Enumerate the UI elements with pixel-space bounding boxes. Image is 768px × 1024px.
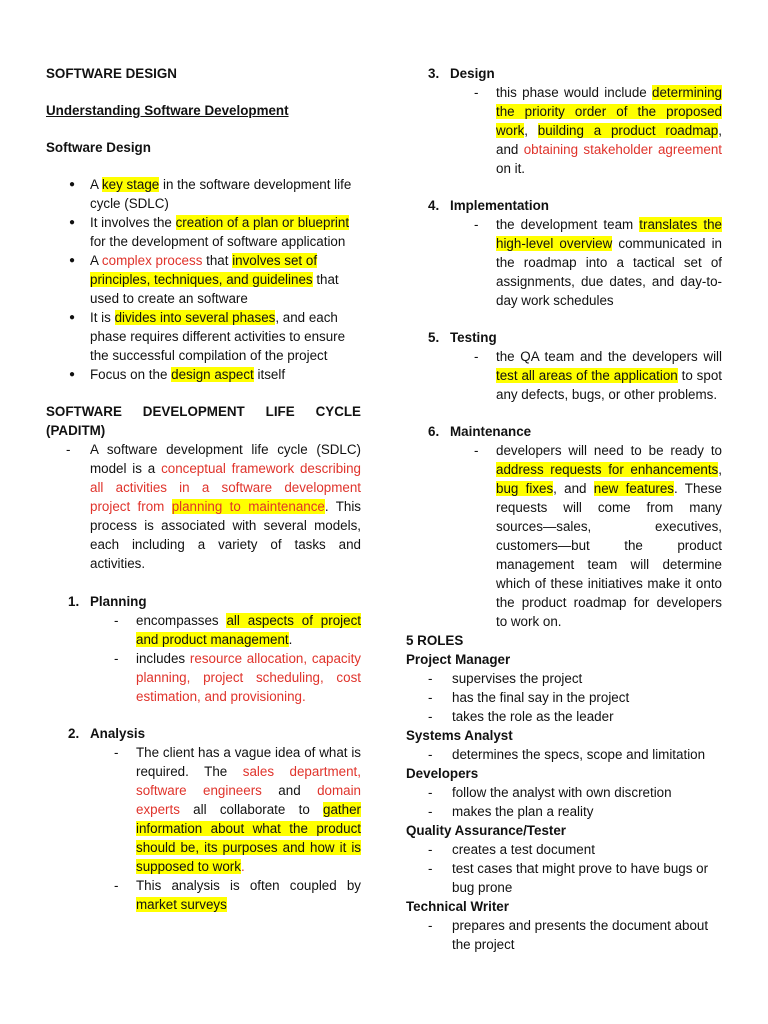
phase-items [406,347,722,404]
role-points [406,783,722,821]
phase-design [406,64,722,178]
role-points [406,840,722,897]
bullet-item [46,308,361,365]
text-run: . [240,859,245,874]
text-run: and [261,783,318,798]
text-run: developers will need to be ready to [496,443,722,458]
text-run: the QA team and the developers will [496,349,722,364]
role-point: - determines the specs, scope and limitation [406,745,722,764]
right-column [406,64,722,954]
text-run: domain experts [136,783,361,817]
phase-item [46,876,361,914]
software-design-bullets [46,175,361,384]
phase-title: Maintenance [450,424,532,439]
phase-heading [406,196,722,215]
text-run: It is [90,310,115,325]
text-run: This analysis is often coupled by [136,878,361,893]
role-points [406,669,722,726]
phase-planning [46,592,361,706]
phase-heading [46,724,361,743]
phases-left [46,592,361,914]
text-run: to spot any defects, bugs, or other problems. [496,368,722,402]
text-run: A [90,253,102,268]
text-run: all aspects of project and product management [136,613,361,647]
text-run: resource allocation, capacity planning, project scheduling, cost estimation, and provisioning. [136,651,361,704]
phase-number: 2. [68,726,80,741]
text-run: design aspect [171,367,254,382]
document-title: SOFTWARE DESIGN [46,66,177,81]
sdlc-heading-line1: SOFTWARE DEVELOPMENT LIFE CYCLE [46,404,361,419]
text-run: all collaborate to [179,802,324,817]
role-title: Developers [406,766,479,781]
text-run: A [90,177,102,192]
text-run: address requests for enhancements [496,462,719,477]
text-run: that [202,253,233,268]
phase-implementation [406,196,722,310]
phase-item [46,743,361,876]
text-run: for the development of software application [90,234,346,249]
phase-item [406,83,722,178]
phase-maintenance [406,422,722,631]
text-run: involves set of principles, techniques, and guidelines [90,253,318,287]
text-run: encompasses [136,613,227,628]
text-run: , and each phase requires different activities to ensure the successful compilation of the project [90,310,346,363]
phase-analysis [46,724,361,914]
text-run: , [718,462,722,477]
text-run: the development team [496,217,640,232]
text-run: divides into several phases [114,310,276,325]
phase-items [406,83,722,178]
phase-item [406,441,722,631]
phase-title: Testing [450,330,497,345]
phase-items [46,611,361,706]
role-point: - takes the role as the leader [406,707,722,726]
text-run: creation of a plan or blueprint [175,215,350,230]
phase-number: 5. [428,330,440,345]
phase-heading [406,422,722,441]
phase-number: 6. [428,424,440,439]
role-point: - supervises the project [406,669,722,688]
role-title: Systems Analyst [406,728,513,743]
text-run: that used to create an software [90,272,339,306]
text-run: this phase would include [496,85,653,100]
text-run: test all areas of the application [496,368,678,383]
text-run: A software development life cycle (SDLC) model is a [90,442,361,476]
phase-title: Design [450,66,495,81]
bullet-item [46,365,361,384]
roles-heading: 5 ROLES [406,633,464,648]
text-run: , [524,123,538,138]
text-run: new features [593,481,675,496]
role-points [406,916,722,954]
text-run: obtaining stakeholder agreement [523,142,723,157]
text-run: itself [253,367,286,382]
text-run: includes [136,651,190,666]
text-run: . [288,632,293,647]
role-points [406,745,722,764]
role-title: Technical Writer [406,899,509,914]
phase-title: Analysis [90,726,146,741]
phases-right [406,64,722,631]
text-run: determining the priority order of the proposed work [496,85,722,138]
software-design-heading: Software Design [46,140,151,155]
text-run: . These requests will come from many sources—sales, executives, customers—but the product management team will determine which of these initiatives make it onto the product roadmap for developers to work on. [496,481,722,629]
text-run: building a product roadmap [537,123,719,138]
text-run: . This process is associated with several models, each including a variety of tasks and activities. [90,499,362,571]
phase-title: Implementation [450,198,549,213]
role-point: - test cases that might prove to have bugs or bug prone [406,859,722,897]
text-run: , and [496,123,722,157]
role-point: - makes the plan a reality [406,802,722,821]
text-run: key stage [101,177,160,192]
role-point: - follow the analyst with own discretion [406,783,722,802]
phase-number: 1. [68,594,80,609]
text-run: gather information about what the product should be, its purposes and how it is supposed to work [136,802,361,874]
sdlc-intro-item [46,440,361,573]
sdlc-heading-line2: (PADITM) [46,423,106,438]
role-title: Quality Assurance/Tester [406,823,567,838]
phase-item [46,649,361,706]
phase-item [406,347,722,404]
text-run: in the software development life cycle (SDLC) [90,177,352,211]
text-run: planning to maintenance [171,499,325,514]
phase-item [46,611,361,649]
role-title: Project Manager [406,652,511,667]
left-column [46,64,361,932]
role-point: - creates a test document [406,840,722,859]
text-run: market surveys [136,897,227,912]
sdlc-intro-list [46,440,361,573]
phase-items [46,743,361,914]
text-run: Focus on the [90,367,172,382]
bullet-item [46,213,361,251]
role-point: - has the final say in the project [406,688,722,707]
phase-item [406,215,722,310]
role-point: - prepares and presents the document about the project [406,916,722,954]
phase-items [406,441,722,631]
roles-list [406,650,722,954]
phase-testing [406,328,722,404]
phase-number: 3. [428,66,440,81]
bullet-item [46,251,361,308]
text-run: communicated in the roadmap into a tactical set of assignments, due dates, and day-to-day work schedules [496,236,722,308]
phase-title: Planning [90,594,147,609]
bullet-item [46,175,361,213]
text-run: conceptual framework describing all activities in a software development project from [90,461,362,514]
text-run: on it. [496,161,526,176]
text-run: bug fixes [496,481,554,496]
text-run: translates the high-level overview [496,217,722,251]
phase-number: 4. [428,198,440,213]
text-run: sales department, software engineers [136,764,361,798]
text-run: complex process [101,253,203,268]
document-subtitle: Understanding Software Development [46,103,289,118]
text-run: It involves the [90,215,176,230]
text-run: The client has a vague idea of what is required. The [136,745,361,779]
phase-heading [406,328,722,347]
phase-items [406,215,722,310]
text-run: , and [553,481,594,496]
phase-heading [406,64,722,83]
phase-heading [46,592,361,611]
